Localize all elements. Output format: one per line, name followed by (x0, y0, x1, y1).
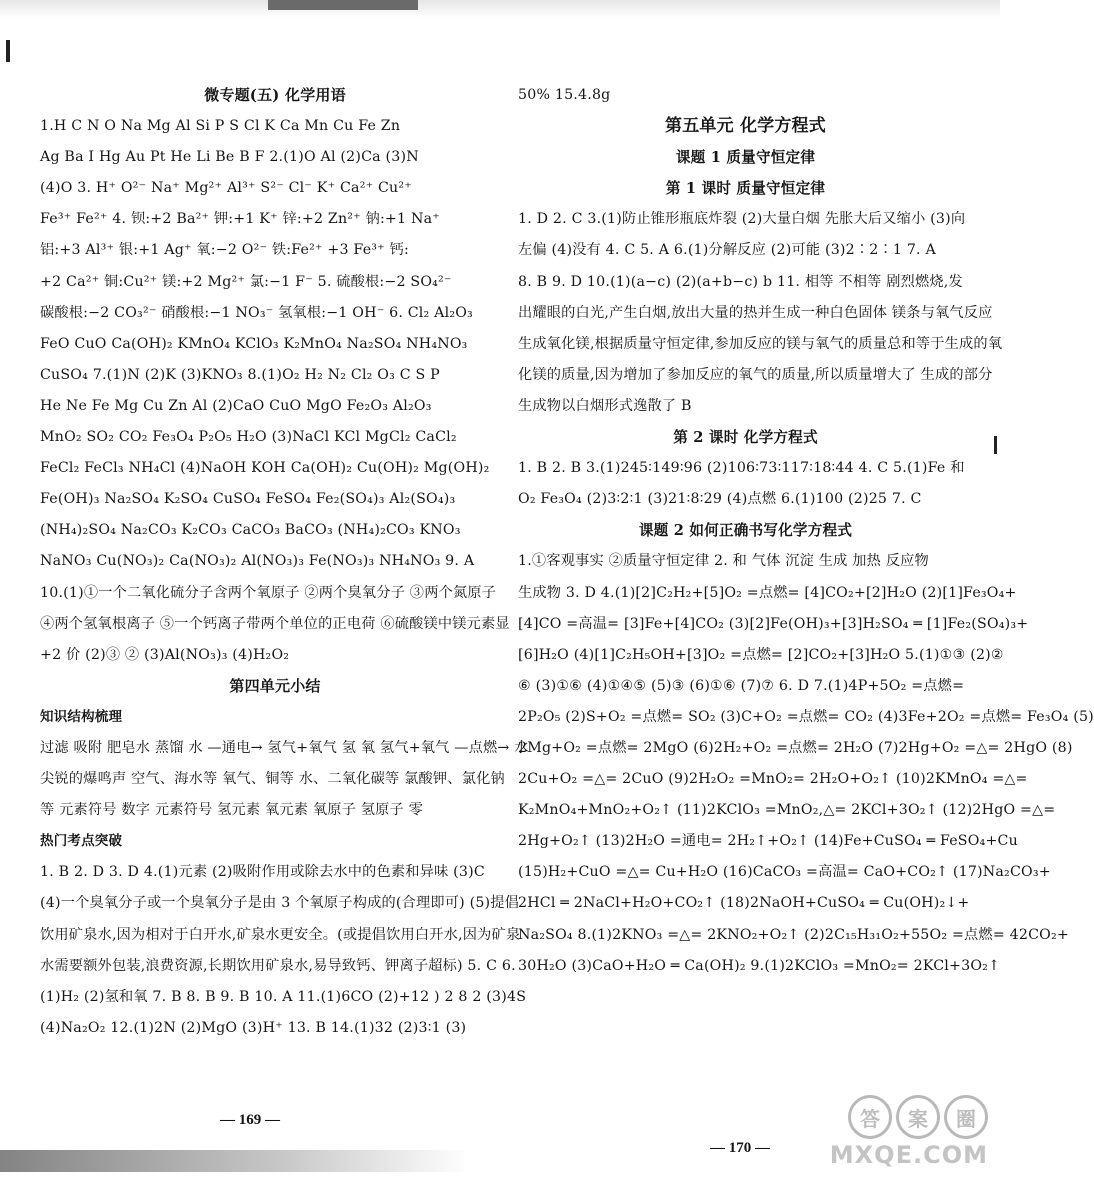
answer-line: (4)一个臭氧分子或一个臭氧分子是由 3 个氧原子构成的(合理即可) (5)提倡 (40, 895, 520, 912)
answer-line: ⑥ (3)①⑥ (4)①④⑤ (5)③ (6)①⑥ (7)⑦ 6. D 7.(1)4P+5O₂ =点燃= (518, 677, 965, 694)
answer-line: (4)Na₂O₂ 12.(1)2N (2)MgO (3)H⁺ 13. B 14.(1)32 (2)3∶1 (3) (40, 1019, 467, 1036)
right-column (518, 80, 1094, 982)
answer-line: MnO₂ SO₂ CO₂ Fe₃O₄ P₂O₅ H₂O (3)NaCl KCl MgCl₂ CaCl₂ (40, 429, 457, 446)
scan-top-shadow (0, 0, 1000, 18)
page-number-left: — 169 — (220, 1112, 280, 1128)
topic-1-title: 课题 1 质量守恒定律 (675, 149, 816, 167)
answer-line: 生成物以白烟形式逸散了 B (518, 397, 692, 414)
answer-line: (15)H₂+CuO =△= Cu+H₂O (16)CaCO₃ =高温= CaO+CO₂↑ (17)Na₂CO₃+ (518, 864, 1051, 881)
carry-over-answer: 50% 15.4.8g (518, 87, 611, 103)
watermark-char: 答 (848, 1095, 892, 1139)
answer-line: +2 价 (2)③ ② (3)Al(NO₃)₃ (4)H₂O₂ (40, 646, 290, 663)
unit-summary-title: 第四单元小结 (229, 676, 321, 695)
hot-points-block (40, 857, 527, 1044)
answer-line: K₂MnO₄+MnO₂+O₂↑ (11)2KClO₃ =MnO₂,△= 2KCl+3O₂↑ (12)2HgO =△= (518, 802, 1056, 819)
lesson-2-title: 第 2 课时 化学方程式 (673, 429, 818, 447)
page-number-right: — 170 — (710, 1140, 770, 1156)
site-watermark (798, 1095, 988, 1175)
answer-line: 等 元素符号 数字 元素符号 氢元素 氧元素 氧原子 氢原子 零 (40, 802, 423, 819)
topic-2-title: 课题 2 如何正确书写化学方程式 (638, 522, 853, 540)
answer-line: 2P₂O₅ (2)S+O₂ =点燃= SO₂ (3)C+O₂ =点燃= CO₂ (4)3Fe+2O₂ =点燃= Fe₃O₄ (5) (518, 708, 1094, 725)
watermark-logo (798, 1095, 988, 1139)
answer-line: Ag Ba I Hg Au Pt He Li Be B F 2.(1)O Al (2)Ca (3)N (40, 149, 419, 166)
lesson-2-answers (518, 453, 973, 515)
answer-line: 1.①客观事实 ②质量守恒定律 2. 和 气体 沉淀 生成 加热 反应物 (518, 553, 929, 570)
answer-line: 左偏 (4)没有 4. C 5. A 6.(1)分解反应 (2)可能 (3)2∶2∶1 7. A (518, 242, 936, 259)
answer-line: 饮用矿泉水,因为相对于白开水,矿泉水更安全。(或提倡饮用白开水,因为矿泉 (40, 926, 521, 943)
answer-line: 1.H C N O Na Mg Al Si P S Cl K Ca Mn Cu Fe Zn (40, 118, 401, 135)
answer-line: 铝:+3 Al³⁺ 银:+1 Ag⁺ 氧:−2 O²⁻ 铁:Fe²⁺ +3 Fe³⁺ 钙: (40, 242, 409, 259)
answer-line: +2 Ca²⁺ 铜:Cu²⁺ 镁:+2 Mg²⁺ 氯:−1 F⁻ 5. 硫酸根:−2 SO₄²⁻ (40, 273, 452, 290)
answer-line: O₂ Fe₃O₄ (2)3∶2∶1 (3)21∶8∶29 (4)点燃 6.(1)100 (2)25 7. C (518, 491, 922, 508)
watermark-text: MXQE.COM (829, 1141, 988, 1169)
answer-line: [6]H₂O (4)[1]C₂H₅OH+[3]O₂ =点燃= [2]CO₂+[3]H₂O 5.(1)①③ (2)② (518, 646, 1004, 663)
answer-line: 出耀眼的白光,产生白烟,放出大量的热并生成一种白色固体 镁条与氧气反应 (518, 304, 993, 321)
lesson-1-answers (518, 204, 1003, 422)
answer-line: 尖锐的爆鸣声 空气、海水等 氧气、铜等 水、二氧化碳等 氯酸钾、氯化钠 (40, 771, 505, 788)
hot-points-heading: 热门考点突破 (40, 833, 123, 850)
scan-top-mark (268, 0, 418, 10)
answer-line: 2Mg+O₂ =点燃= 2MgO (6)2H₂+O₂ =点燃= 2H₂O (7)2Hg+O₂ =△= 2HgO (8) (518, 739, 1073, 756)
answer-line: 2Cu+O₂ =△= 2CuO (9)2H₂O₂ =MnO₂= 2H₂O+O₂↑ (10)2KMnO₄ =△= (518, 771, 1028, 788)
answer-line: Na₂SO₄ 8.(1)2KNO₃ =△= 2KNO₂+O₂↑ (2)2C₁₅H₃₁O₂+55O₂ =点燃= 42CO₂+ (518, 926, 1069, 943)
knowledge-structure-heading: 知识结构梳理 (40, 708, 123, 725)
answer-line: FeCl₂ FeCl₃ NH₄Cl (4)NaOH KOH Ca(OH)₂ Cu(OH)₂ Mg(OH)₂ (40, 460, 490, 477)
watermark-char: 圈 (944, 1095, 988, 1139)
left-column (40, 80, 529, 1044)
answer-line: NaNO₃ Cu(NO₃)₂ Ca(NO₃)₂ Al(NO₃)₃ Fe(NO₃)₃ NH₄NO₃ 9. A (40, 553, 475, 570)
answer-line: ④两个氢氧根离子 ⑤一个钙离子带两个单位的正电荷 ⑥硫酸镁中镁元素显 (40, 615, 510, 632)
answer-line: Fe(OH)₃ Na₂SO₄ K₂SO₄ CuSO₄ FeSO₄ Fe₂(SO₄)₃ Al₂(SO₄)₃ (40, 491, 456, 508)
topic-2-answers (518, 546, 1094, 981)
answer-line: 2HCl ═ 2NaCl+H₂O+CO₂↑ (18)2NaOH+CuSO₄ ═ Cu(OH)₂↓+ (518, 895, 970, 912)
answer-line: 碳酸根:−2 CO₃²⁻ 硝酸根:−1 NO₃⁻ 氢氧根:−1 OH⁻ 6. Cl₂ Al₂O₃ (40, 304, 473, 321)
scan-edge-mark (6, 40, 10, 62)
answer-line: 化镁的质量,因为增加了参加反应的氧气的质量,所以质量增大了 生成的部分 (518, 366, 993, 383)
answer-line: (1)H₂ (2)氢和氧 7. B 8. B 9. B 10. A 11.(1)6CO (2)+12 ) 2 8 2 (3)4S (40, 988, 527, 1005)
answer-line: 1. B 2. D 3. D 4.(1)元素 (2)吸附作用或除去水中的色素和异味 (3)C (40, 864, 485, 881)
answer-line: 过滤 吸附 肥皂水 蒸馏 水 —通电→ 氢气+氧气 氢 氧 氢气+氧气 —点燃→ 水 (40, 739, 529, 756)
answer-line: He Ne Fe Mg Cu Zn Al (2)CaO CuO MgO Fe₂O₃ Al₂O₃ (40, 397, 432, 414)
watermark-char: 案 (896, 1095, 940, 1139)
answer-line: (4)O 3. H⁺ O²⁻ Na⁺ Mg²⁺ Al³⁺ S²⁻ Cl⁻ K⁺ Ca²⁺ Cu²⁺ (40, 180, 412, 197)
answer-line: Fe³⁺ Fe²⁺ 4. 钡:+2 Ba²⁺ 钾:+1 K⁺ 锌:+2 Zn²⁺ 钠:+1 Na⁺ (40, 211, 440, 228)
knowledge-structure-block (40, 733, 529, 826)
answer-line: 2Hg+O₂↑ (13)2H₂O =通电= 2H₂↑+O₂↑ (14)Fe+CuSO₄ ═ FeSO₄+Cu (518, 833, 1018, 850)
answer-line: (NH₄)₂SO₄ Na₂CO₃ K₂CO₃ CaCO₃ BaCO₃ (NH₄)₂CO₃ KNO₃ (40, 522, 461, 539)
answer-line: 生成物 3. D 4.(1)[2]C₂H₂+[5]O₂ =点燃= [4]CO₂+[2]H₂O (2)[1]Fe₃O₄+ (518, 584, 1017, 601)
answer-line: CuSO₄ 7.(1)N (2)K (3)KNO₃ 8.(1)O₂ H₂ N₂ Cl₂ O₃ C S P (40, 366, 440, 383)
scan-bottom-shadow (0, 1150, 470, 1172)
answer-line: 1. D 2. C 3.(1)防止锥形瓶底炸裂 (2)大量白烟 先胀大后又缩小 (3)向 (518, 211, 966, 228)
answer-line: 8. B 9. D 10.(1)(a−c) (2)(a+b−c) b 11. 相等 不相等 剧烈燃烧,发 (518, 273, 963, 290)
answer-line: FeO CuO Ca(OH)₂ KMnO₄ KClO₃ K₂MnO₄ Na₂SO₄ NH₄NO₃ (40, 335, 468, 352)
answer-line: 水需要额外包装,浪费资源,长期饮用矿泉水,易导致钙、钾离子超标) 5. C 6. (40, 957, 516, 974)
left-answers-block (40, 111, 510, 671)
scan-edge-mark (994, 436, 997, 454)
answer-line: 1. B 2. B 3.(1)245∶149∶96 (2)106∶73∶117∶18∶44 4. C 5.(1)Fe 和 (518, 460, 965, 477)
unit-title: 第五单元 化学方程式 (665, 116, 826, 137)
answer-line: 10.(1)①一个二氧化硫分子含两个氧原子 ②两个臭氧分子 ③两个氮原子 (40, 584, 497, 601)
answer-line: 30H₂O (3)CaO+H₂O ═ Ca(OH)₂ 9.(1)2KClO₃ =MnO₂= 2KCl+3O₂↑ (518, 957, 1001, 974)
left-section-title: 微专题(五) 化学用语 (204, 86, 346, 104)
lesson-1-title: 第 1 课时 质量守恒定律 (665, 180, 826, 198)
answer-line: 生成氧化镁,根据质量守恒定律,参加反应的镁与氧气的质量总和等于生成的氧 (518, 335, 1003, 352)
answer-line: [4]CO =高温= [3]Fe+[4]CO₂ (3)[2]Fe(OH)₃+[3]H₂SO₄ ═ [1]Fe₂(SO₄)₃+ (518, 615, 1029, 632)
